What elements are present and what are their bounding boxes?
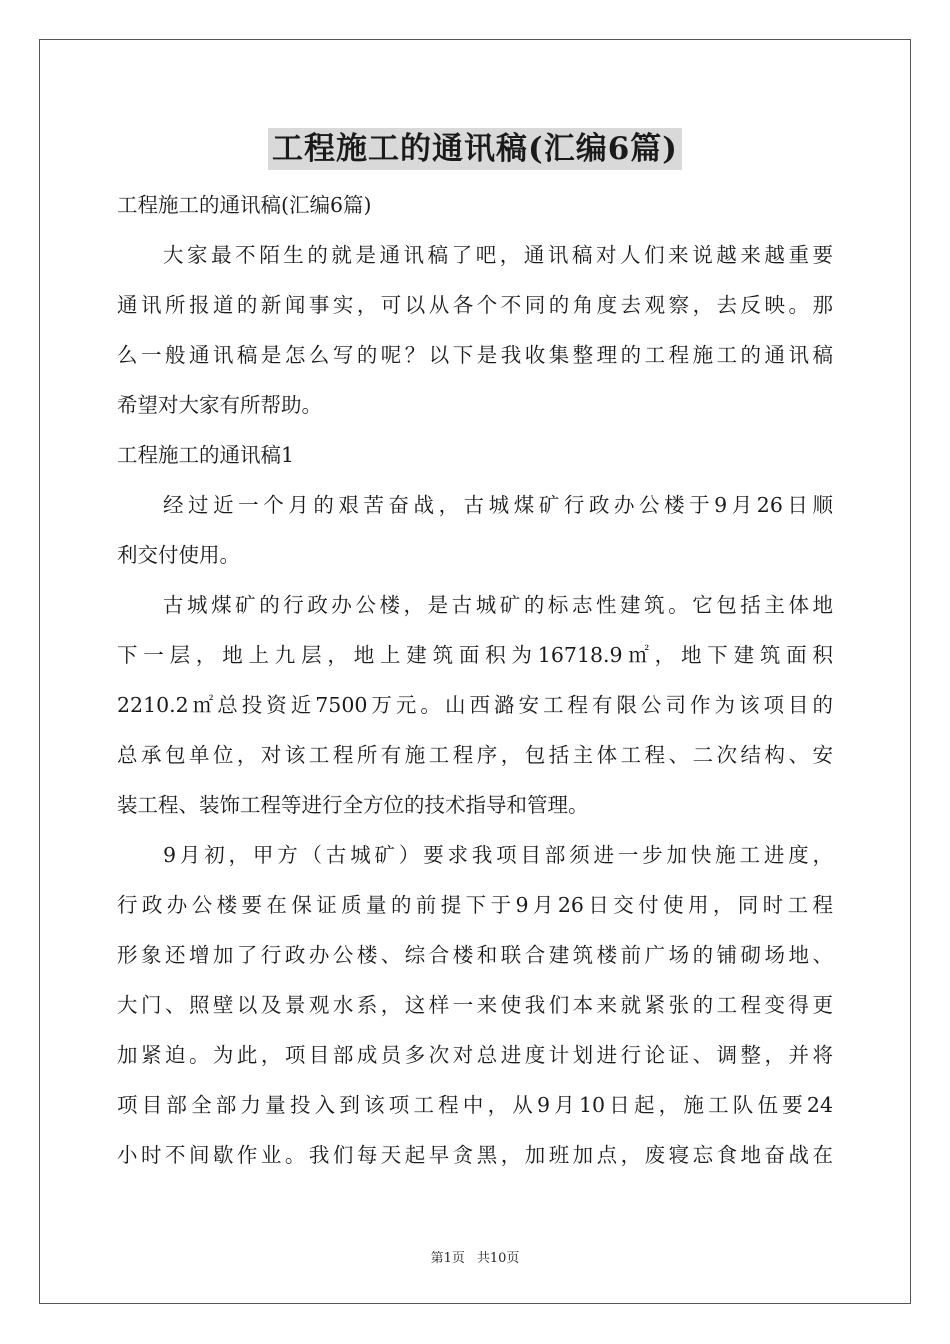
paragraph-line: 利交付使用。 [117, 543, 240, 567]
paragraph-line: 总承包单位，对该工程所有施工程序，包括主体工程、二次结构、安 [117, 743, 833, 767]
paragraph-line: 经过近一个月的艰苦奋战，古城煤矿行政办公楼于9月26日顺 [163, 493, 833, 517]
section-heading: 工程施工的通讯稿1 [117, 443, 295, 467]
page-total: 共10页 [476, 1251, 520, 1266]
document-body [117, 180, 833, 1180]
paragraph-line: 大门、照壁以及景观水系，这样一来使我们本来就紧张的工程变得更 [117, 993, 833, 1017]
paragraph-line: 项目部全部力量投入到该项工程中，从9月10日起，施工队伍要24 [117, 1093, 833, 1117]
paragraph-building [117, 580, 833, 830]
paragraph-line: 2210.2㎡总投资近7500万元。山西潞安工程有限公司作为该项目的 [117, 693, 833, 717]
paragraph-line: 通讯所报道的新闻事实，可以从各个不同的角度去观察，去反映。那 [117, 293, 833, 317]
paragraph-schedule [117, 830, 833, 1180]
paragraph-intro [117, 230, 833, 430]
paragraph-line: 行政办公楼要在保证质量的前提下于9月26日交付使用，同时工程 [117, 893, 833, 917]
paragraph-line: 形象还增加了行政办公楼、综合楼和联合建筑楼前广场的铺砌场地、 [117, 943, 833, 967]
paragraph-line: 么一般通讯稿是怎么写的呢？以下是我收集整理的工程施工的通讯稿 [117, 343, 833, 367]
paragraph-line: 小时不间歇作业。我们每天起早贪黑，加班加点，废寝忘食地奋战在 [117, 1143, 833, 1167]
paragraph-line: 下一层，地上九层，地上建筑面积为16718.9㎡，地下建筑面积 [117, 643, 833, 667]
page-number: 第1页 [430, 1251, 465, 1266]
paragraph-line: 装工程、装饰工程等进行全方位的技术指导和管理。 [117, 793, 589, 817]
paragraph-line: 大家最不陌生的就是通讯稿了吧，通讯稿对人们来说越来越重要 [163, 243, 833, 267]
document-subtitle: 工程施工的通讯稿(汇编6篇) [117, 193, 372, 217]
paragraph-line: 加紧迫。为此，项目部成员多次对总进度计划进行论证、调整，并将 [117, 1043, 833, 1067]
paragraph-line: 9月初，甲方（古城矿）要求我项目部须进一步加快施工进度， [163, 843, 833, 867]
title-container [0, 128, 950, 170]
paragraph-line: 希望对大家有所帮助。 [117, 393, 322, 417]
page-footer [0, 1247, 950, 1266]
paragraph-line: 古城煤矿的行政办公楼，是古城矿的标志性建筑。它包括主体地 [163, 593, 833, 617]
paragraph-completion [117, 480, 833, 580]
document-title: 工程施工的通讯稿(汇编6篇) [268, 128, 682, 170]
